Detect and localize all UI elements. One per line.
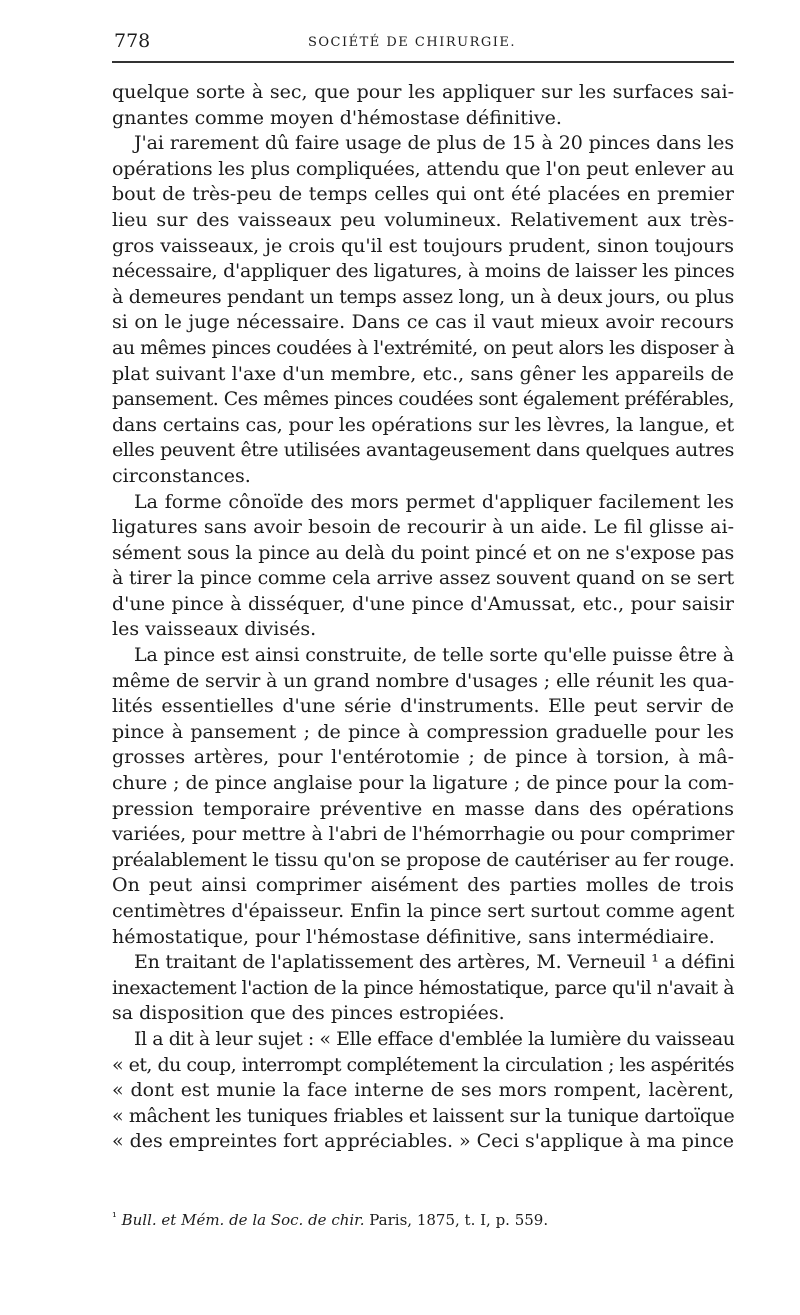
text-line: les vaisseaux divisés. <box>112 618 317 641</box>
text-line: bout de très-peu de temps celles qui ont été placées en premier <box>112 183 734 206</box>
page-number: 778 <box>114 30 151 52</box>
text-line: sément sous la pince au delà du point pincé et on ne s'expose pas <box>112 541 735 564</box>
text-line: préalablement le tissu qu'on se propose de cautériser au fer rouge. <box>112 848 735 871</box>
body-text <box>112 80 734 1155</box>
paragraph <box>112 490 734 644</box>
text-line: « dont est munie la face interne de ses mors rompent, lacèrent, <box>112 1079 734 1102</box>
footnote-marker: ¹ <box>112 1210 117 1224</box>
text-line: lieu sur des vaisseaux peu volumineux. Relativement aux très- <box>112 208 734 231</box>
text-line: La pince est ainsi construite, de telle sorte qu'elle puisse être à <box>134 644 734 667</box>
text-line: La forme cônoïde des mors permet d'appliquer facilement les <box>134 490 734 513</box>
text-line: ligatures sans avoir besoin de recourir à un aide. Le fil glisse ai- <box>112 516 734 539</box>
text-line: opérations les plus compliquées, attendu que l'on peut enlever au <box>112 157 734 180</box>
text-line: même de servir à un grand nombre d'usages ; elle réunit les qua- <box>112 669 734 692</box>
text-line: pansement. Ces mêmes pinces coudées sont également préférables, <box>112 388 734 411</box>
text-line: circonstances. <box>112 464 251 487</box>
text-line: chure ; de pince anglaise pour la ligature ; de pince pour la com- <box>112 772 734 795</box>
text-line: si on le juge nécessaire. Dans ce cas il vaut mieux avoir recours <box>112 311 734 334</box>
paragraph <box>112 131 734 489</box>
text-line: lités essentielles d'une série d'instruments. Elle peut servir de <box>112 695 734 718</box>
text-line: « et, du coup, interrompt complétement la circulation ; les aspérités <box>112 1053 734 1076</box>
text-line: grosses artères, pour l'entérotomie ; de pince à torsion, à mâ- <box>112 746 734 769</box>
footnote-details: Paris, 1875, t. I, p. 559. <box>369 1211 549 1229</box>
footnote <box>112 1210 734 1229</box>
text-line: gnantes comme moyen d'hémostase définitive. <box>112 106 562 129</box>
text-line: sa disposition que des pinces estropiées. <box>112 1002 505 1025</box>
footnote-source: Bull. et Mém. de la Soc. de chir. <box>121 1211 365 1229</box>
text-line: « des empreintes fort appréciables. » Ceci s'applique à ma pince <box>112 1130 734 1153</box>
page-header <box>112 30 734 54</box>
text-line: J'ai rarement dû faire usage de plus de 15 à 20 pinces dans les <box>134 132 734 155</box>
text-line: hémostatique, pour l'hémostase définitive, sans intermédiaire. <box>112 925 715 948</box>
paragraph <box>112 950 734 1027</box>
text-line: dans certains cas, pour les opérations sur les lèvres, la langue, et <box>112 413 734 436</box>
text-line: à demeures pendant un temps assez long, un à deux jours, ou plus <box>112 285 734 308</box>
header-rule <box>112 61 734 63</box>
text-line: pince à pansement ; de pince à compression graduelle pour les <box>112 720 734 743</box>
text-line: nécessaire, d'appliquer des ligatures, à moins de laisser les pinces <box>112 260 735 283</box>
text-line: En traitant de l'aplatissement des artères, M. Verneuil ¹ a défini <box>134 951 735 974</box>
running-title: SOCIÉTÉ DE CHIRURGIE. <box>307 35 517 50</box>
text-line: plat suivant l'axe d'un membre, etc., sans gêner les appareils de <box>112 362 734 385</box>
paragraph <box>112 80 734 131</box>
text-line: On peut ainsi comprimer aisément des parties molles de trois <box>112 874 734 897</box>
text-line: elles peuvent être utilisées avantageusement dans quelques autres <box>112 439 734 462</box>
text-line: « mâchent les tuniques friables et laissent sur la tunique dartoïque <box>112 1104 735 1127</box>
text-line: centimètres d'épaisseur. Enfin la pince sert surtout comme agent <box>112 900 735 922</box>
text-line: à tirer la pince comme cela arrive assez souvent quand on se sert <box>112 567 734 590</box>
text-line: pression temporaire préventive en masse dans des opérations <box>112 797 734 820</box>
text-line: inexactement l'action de la pince hémostatique, parce qu'il n'avait à <box>112 976 734 999</box>
text-line: quelque sorte à sec, que pour les appliquer sur les surfaces sai- <box>112 81 734 103</box>
text-line: variées, pour mettre à l'abri de l'hémorrhagie ou pour comprimer <box>112 823 735 846</box>
paragraph <box>112 643 734 950</box>
text-line: gros vaisseaux, je crois qu'il est toujours prudent, sinon toujours <box>112 234 734 257</box>
paragraph <box>112 1027 734 1155</box>
text-line: au mêmes pinces coudées à l'extrémité, on peut alors les disposer à <box>112 336 735 359</box>
text-line: d'une pince à disséquer, d'une pince d'Amussat, etc., pour saisir <box>112 592 734 615</box>
text-line: Il a dit à leur sujet : « Elle efface d'emblée la lumière du vaisseau <box>134 1027 735 1050</box>
